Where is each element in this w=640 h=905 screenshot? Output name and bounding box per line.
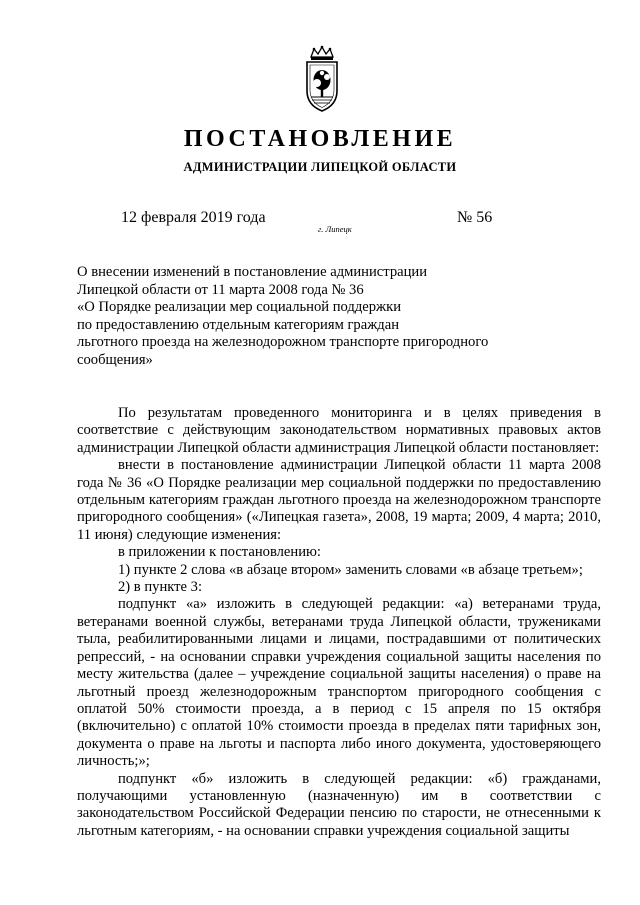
body-paragraph: 2) в пункте 3: (118, 579, 203, 596)
body-paragraph: в приложении к постановлению: (118, 544, 321, 561)
body-paragraph: внести в постановление администрации Липецкой области 11 марта 2008 года № 36 «О Порядке реализации мер социальной поддержки по предоставлению отдельным категориям граждан льготного проезда на железнодорожном транспорте пригородного сообщения» («Липецкая газета», 2008, 19 марта; 2009, 4 марта; 2010, 11 июня) следующие изменения: (77, 457, 601, 543)
body-paragraph: По результатам проведенного мониторинга и в целях приведения в соответствие с действующим законодательством нормативных правовых актов администрации Липецкой области администрация Липецкой области постановляет: (77, 405, 601, 456)
subject-line: сообщения» (77, 351, 153, 368)
document-date: 12 февраля 2019 года (121, 209, 266, 226)
document-subtitle: АДМИНИСТРАЦИИ ЛИПЕЦКОЙ ОБЛАСТИ (183, 160, 457, 174)
coat-of-arms-icon (297, 45, 347, 115)
body-paragraph: подпункт «б» изложить в следующей редакции: «б) гражданами, получающими установленную (назначенную) им в соответствии с законодательством Российской Федерации пенсию по старости, не отнесенными к льготным категориям, - на основании справки учреждения социальной защиты (77, 770, 601, 839)
subject-line: льготного проезда на железнодорожном транспорте пригородного (77, 334, 489, 351)
subject-line: по предоставлению отдельным категориям граждан (77, 316, 400, 333)
body-paragraph: подпункт «а» изложить в следующей редакции: «а) ветеранами труда, ветеранами военной службы, ветеранами труда Липецкой области, тружениками тыла, реабилитированными лицами и лицами, пострадавшими от политических репрессий, - на основании справки учреждения социальной защиты населения по месту жительства (далее – учреждение социальной защиты населения) о праве на льготный проезд железнодорожным транспортом пригородного сообщения с оплатой 50% стоимости проезда, а в период с 15 апреля по 15 октября (включительно) с оплатой 10% стоимости проезда в пределах пяти тарифных зон, документа о праве на льготы и паспорта либо иного документа, удостоверяющего личность;»; (77, 596, 601, 770)
subject-line: О внесении изменений в постановление администрации (77, 264, 428, 280)
document-city: г. Липецк (318, 224, 352, 234)
document-number: № 56 (457, 209, 493, 226)
document-body (77, 405, 601, 840)
subject-line: Липецкой области от 11 марта 2008 года № 36 (77, 281, 364, 298)
document-title: ПОСТАНОВЛЕНИЕ (183, 126, 457, 152)
subject-line: «О Порядке реализации мер социальной поддержки (77, 299, 402, 316)
body-paragraph: 1) пункте 2 слова «в абзаце втором» заменить словами «в абзаце третьем»; (118, 561, 583, 578)
document-subject (77, 264, 577, 370)
